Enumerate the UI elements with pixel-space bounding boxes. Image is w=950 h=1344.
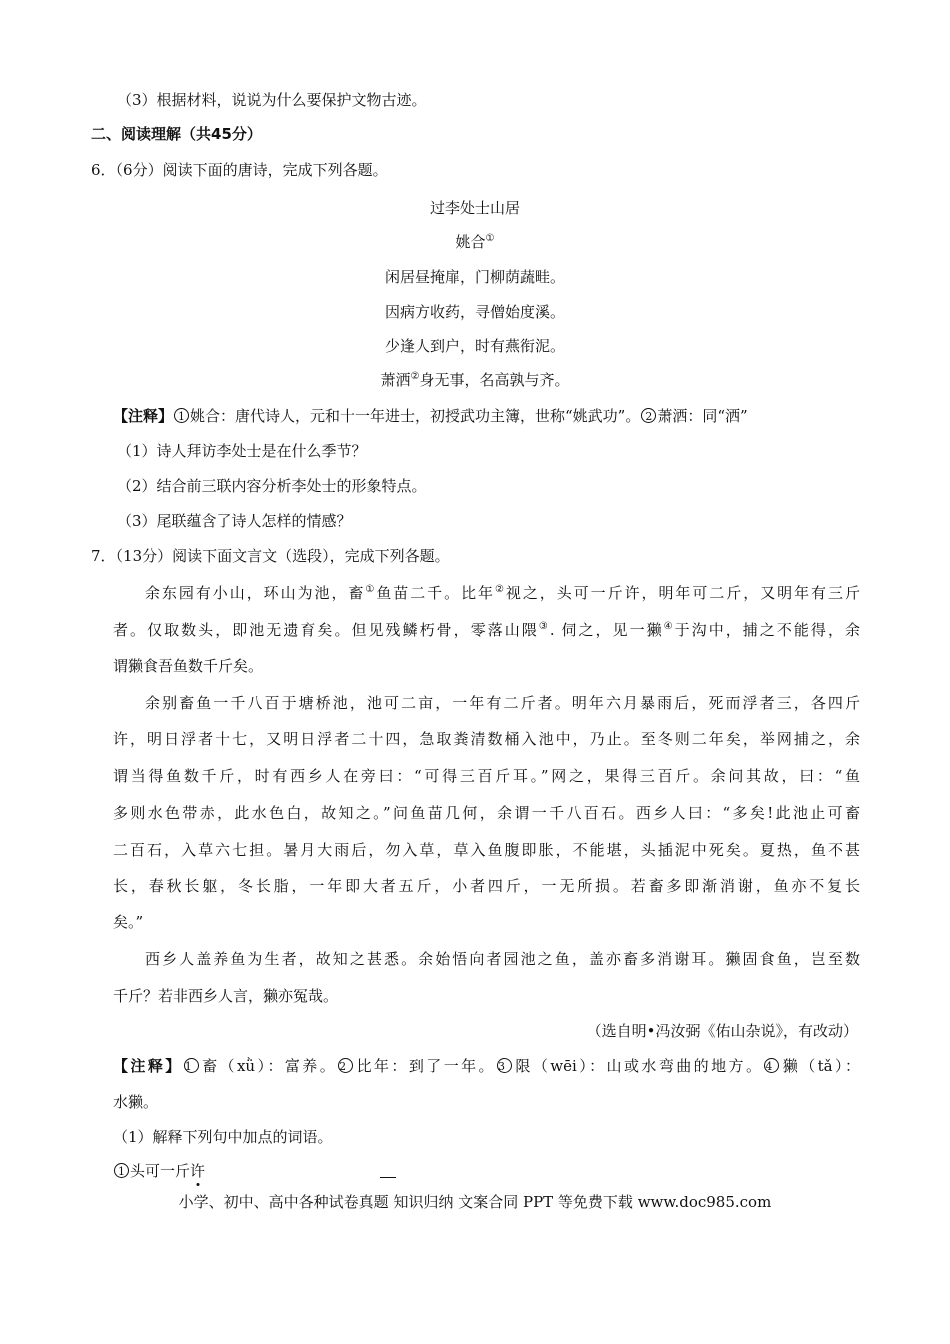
passage-line xyxy=(145,583,860,603)
q5-3-question: （3）根据材料，说说为什么要保护文物古迹。 xyxy=(117,91,427,109)
note-mark: 3 xyxy=(497,1058,512,1073)
passage-text: 视之，头可一斤许，明年可二斤，又明年有三斤 xyxy=(505,584,860,602)
passage-line: 谓獭食吾鱼数千斤矣。 xyxy=(113,657,264,675)
item-mark: 1 xyxy=(114,1163,129,1178)
passage-text: 余东园有小山，环山为池，畜 xyxy=(145,584,366,602)
passage-line: 许，明日浮者十七，又明日浮者二十四，急取粪清数桶入池中，乃止。至冬则二年矣，举网捕之，余 xyxy=(113,730,860,748)
note-text: 獭（tǎ）： xyxy=(780,1057,860,1075)
page-footer: 小学、初中、高中各种试卷真题 知识归纳 文案合同 PPT 等免费下载 www.doc985.com xyxy=(178,1193,772,1211)
passage-text: 者。仅取数头，即池无遗育矣。但见残鳞朽骨，零落山隈 xyxy=(113,621,539,639)
q6-sub-question: （2）结合前三联内容分析李处士的形象特点。 xyxy=(117,477,427,495)
passage-line: 长，春秋长躯，冬长脂，一年即大者五斤，小者四斤，一无所损。若畜多即渐消谢，鱼亦不复长 xyxy=(113,877,860,895)
poem-line xyxy=(0,370,950,390)
note-ref: ③ xyxy=(538,621,550,632)
q6-sub-question: （3）尾联蕴含了诗人怎样的情感？ xyxy=(117,512,352,530)
note-mark: 2 xyxy=(338,1058,353,1073)
passage-text: 鱼苗二千。比年 xyxy=(376,584,495,602)
note-mark: 4 xyxy=(764,1058,779,1073)
passage-line: 矣。” xyxy=(113,913,144,931)
q6-stem: 6．（6分）阅读下面的唐诗，完成下列各题。 xyxy=(91,161,388,179)
passage-line: 谓当得鱼数千斤，时有西乡人在旁曰：“可得三百斤耳。”网之，果得三百斤。余问其故，曰：“鱼 xyxy=(113,767,860,785)
dotted-word: 许 xyxy=(190,1162,206,1180)
poem-line4-note: ② xyxy=(410,371,420,382)
section-title: 二、阅读理解（共45分） xyxy=(91,125,262,143)
passage-line: 西乡人盖养鱼为生者，故知之甚悉。余始悟向者园池之鱼，盖亦畜多消谢耳。獭固食鱼，岂至数 xyxy=(145,950,860,968)
passage-line: 余别畜鱼一千八百于塘桥池，池可二亩，一年有二斤者。明年六月暴雨后，死而浮者三，各四斤 xyxy=(145,694,860,712)
q7-sub-item xyxy=(113,1161,396,1181)
passage-line xyxy=(113,620,860,640)
passage-text: 于沟中，捕之不能得，余 xyxy=(674,621,860,639)
note-ref: ① xyxy=(365,584,377,595)
note-mark: 1 xyxy=(184,1058,199,1073)
note-label: 【注释】 xyxy=(113,407,174,425)
note-mark: 2 xyxy=(641,408,656,423)
note-text: 限（wēi）：山或水弯曲的地方。 xyxy=(512,1057,764,1075)
q6-sub-question: （1）诗人拜访李处士是在什么季节？ xyxy=(117,442,367,460)
poem-title: 过李处士山居 xyxy=(429,199,520,217)
poem-author-name: 姚合 xyxy=(455,233,486,251)
note-text: 姚合：唐代诗人，元和十一年进士，初授武功主簿，世称“姚武功”。 xyxy=(190,407,641,425)
passage-text: . 伺之，见一獭 xyxy=(549,621,664,639)
q7-sub-question: （1）解释下列句中加点的词语。 xyxy=(113,1128,333,1146)
note-text: 比年：到了一年。 xyxy=(354,1057,496,1075)
poem-line: 少逢人到户，时有燕衔泥。 xyxy=(384,337,565,355)
q6-annotation xyxy=(113,406,748,426)
poem-line: 闲居昼掩扉，门柳荫蔬畦。 xyxy=(384,268,565,286)
poem-line4-b: 身无事，名高孰与齐。 xyxy=(419,371,570,389)
note-text: 萧洒：同“洒” xyxy=(657,407,748,425)
poem-line4-a: 萧洒 xyxy=(380,371,411,389)
q7-annotation xyxy=(113,1056,860,1076)
note-ref: ④ xyxy=(663,621,675,632)
note-label: 【注释】 xyxy=(113,1057,183,1075)
passage-line: 多则水色带赤，此水色白，故知之。”问鱼苗几何，余谓一千八百石。西乡人曰：“多矣!此池止可畜 xyxy=(113,804,860,822)
answer-blank[interactable] xyxy=(380,1163,396,1178)
note-ref: ② xyxy=(494,584,506,595)
q7-annotation-cont: 水獭。 xyxy=(113,1093,159,1111)
q7-stem: 7．（13分）阅读下面文言文（选段），完成下列各题。 xyxy=(91,547,450,565)
item-text: 头可一斤 xyxy=(130,1162,191,1180)
poem-line: 因病方收药，寻僧始度溪。 xyxy=(384,303,565,321)
poem-author-note: ① xyxy=(485,233,495,244)
note-text: 畜（xǜ）：富养。 xyxy=(199,1057,338,1075)
poem-author xyxy=(0,232,950,252)
passage-line: 二百石，入草六七担。暑月大雨后，勿入草，草入鱼腹即胀，不能堪，头插泥中死矣。夏热，鱼不甚 xyxy=(113,841,860,859)
passage-line: 千斤？若非西乡人言，獭亦冤哉。 xyxy=(113,987,339,1005)
passage-source: （选自明•冯汝弼《佑山杂说》，有改动） xyxy=(586,1022,858,1040)
note-mark: 1 xyxy=(174,408,189,423)
